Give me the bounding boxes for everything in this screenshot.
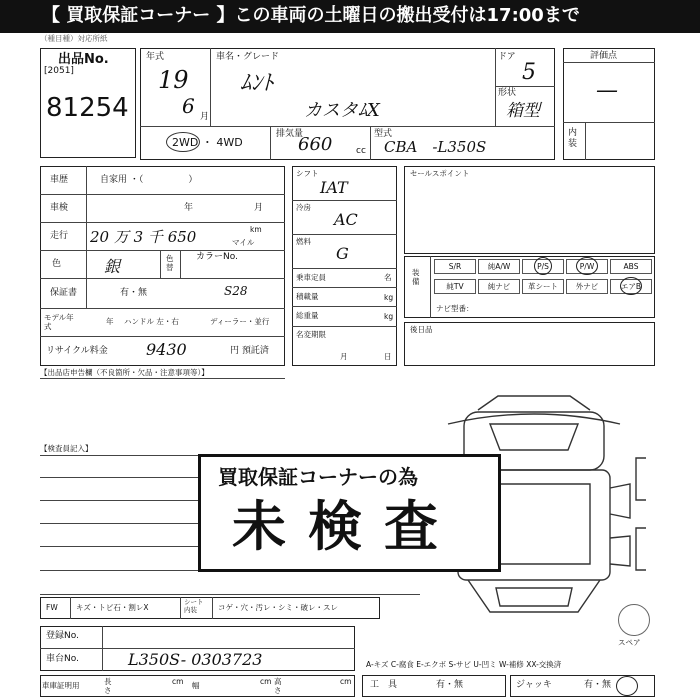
cert-height: 高さ	[274, 677, 282, 695]
equip-abs: ABS	[610, 259, 652, 274]
weight-label: 総重量	[296, 311, 319, 320]
recycle-value: 9430	[146, 340, 187, 359]
recycle-label: リサイクル料金	[46, 346, 108, 356]
cert-label: 車庫証明用	[42, 681, 80, 690]
reg-label: 登録No.	[46, 631, 79, 641]
tools-text: 有・無	[436, 680, 464, 690]
equip-sr: S/R	[434, 259, 476, 274]
displacement-value: 660	[298, 134, 333, 155]
fw-text: キズ・トビ石・割レX	[76, 603, 149, 612]
circle-ps	[534, 257, 552, 275]
fuel-value: G	[336, 244, 349, 263]
inspection-year: 年	[184, 203, 194, 213]
circle-airbag	[620, 277, 642, 295]
model-label: 型式	[374, 129, 393, 139]
shift-label: シフト	[296, 169, 319, 178]
after-box	[404, 322, 655, 366]
month-unit: 月	[200, 112, 210, 122]
recycle-unit: 円 預託済	[230, 346, 269, 356]
lot-number: 81254	[46, 93, 129, 123]
banner-text: 【 買取保証コーナー 】この車両の土曜日の搬出受付は17:00まで	[42, 5, 580, 26]
equip-tv: 純TV	[434, 279, 476, 294]
inspection-month: 月	[254, 203, 264, 213]
fw-label: FW	[46, 603, 58, 612]
cert-cm2: cm	[260, 677, 272, 686]
model-year-year: 年	[106, 317, 114, 326]
after-label: 後日品	[410, 325, 433, 334]
mileage-value: 20 万 3 千 650	[90, 228, 197, 246]
color-label: 色	[52, 259, 62, 269]
capacity-label: 乗車定員	[296, 273, 326, 282]
equip-ps: P/S	[522, 259, 564, 274]
cert-cm1: cm	[172, 677, 184, 686]
navi-label: ナビ型番：	[436, 304, 474, 313]
model-value: CBA -L350S	[384, 138, 487, 156]
equip-leather: 革シート	[522, 279, 564, 294]
seat-text: コゲ・穴・汚レ・シミ・破レ・スレ	[218, 603, 338, 612]
name-change-label: 名変期限	[296, 330, 326, 339]
exhibitor-label: 【出品店申告欄（不良箇所・欠品・注意事項等）】	[40, 368, 209, 377]
circle-pw	[576, 257, 598, 275]
model-year-dealer: ディーラー・並行	[210, 317, 270, 326]
doors-value: 5	[522, 60, 536, 85]
jack-circle	[616, 676, 638, 696]
model-year-label: モデル年式	[44, 313, 74, 331]
warranty-label: 保証書	[50, 288, 78, 298]
sales-box	[404, 166, 655, 254]
color-change: 色替	[166, 254, 174, 272]
fuel-label: 燃料	[296, 237, 311, 246]
warranty-text: 有・無	[120, 288, 148, 298]
load-label: 積載量	[296, 292, 319, 301]
cert-width: 幅	[192, 681, 200, 690]
sales-label: セールスポイント	[410, 169, 470, 178]
year-value: 19	[158, 66, 189, 94]
cc-unit: cc	[356, 146, 366, 156]
lot-tag: [2051]	[44, 66, 74, 76]
car-name: ﾑﾝﾄ	[240, 71, 274, 96]
name-change-day: 日	[384, 352, 392, 361]
equip-pw: P/W	[566, 259, 608, 274]
displacement-label: 排気量	[276, 129, 304, 139]
shift-value: IAT	[320, 178, 348, 197]
year-label: 年式	[146, 52, 165, 62]
shape-label: 形状	[498, 88, 517, 98]
drive-circle	[166, 132, 200, 152]
equip-navi: 純ナビ	[478, 279, 520, 294]
door-label: ドア	[498, 52, 516, 62]
cooling-label: 冷房	[296, 203, 311, 212]
equipment-label: 装備	[412, 268, 420, 286]
legend: A-キズ C-腐食 E-エクボ S-サビ U-凹ミ W-補修 XX-交換済	[366, 660, 562, 669]
spare-label: スペア	[618, 638, 641, 647]
month-value: 6	[182, 94, 195, 118]
cert-length: 長さ	[104, 677, 112, 695]
history-label: 車歴	[50, 175, 69, 185]
stamp-line1: 買取保証コーナーの為	[218, 465, 418, 489]
inspection-label: 車検	[50, 203, 69, 213]
color-value: 銀	[104, 257, 121, 276]
mileage-km: km	[250, 225, 262, 234]
drive-text: 2WD ・ 4WD	[172, 136, 243, 149]
capacity-unit: 名	[384, 273, 392, 282]
equip-ext-navi: 外ナビ	[566, 279, 608, 294]
jack-text: 有・無	[584, 680, 612, 690]
history-text: 自家用 ・（ ）	[100, 175, 198, 185]
name-label: 車名・グレード	[216, 52, 280, 62]
equip-airbag: エアB	[610, 279, 652, 294]
color-code-label: カラーNo.	[196, 252, 238, 262]
header-note: （種目種）対応所紙	[40, 34, 108, 43]
name-change-month: 月	[340, 352, 348, 361]
grade-value: カスタﾑX	[304, 100, 380, 121]
score-label: 評価点	[590, 51, 618, 61]
model-year-handle: ハンドル 左・右	[124, 317, 179, 326]
stamp-line2: 未検査	[232, 495, 460, 558]
load-unit: kg	[384, 293, 394, 302]
spare-circle	[618, 604, 650, 636]
chassis-value: L350S- 0303723	[128, 650, 263, 669]
mileage-mile: マイル	[232, 238, 255, 247]
inspector-label: 【検査員記入】	[40, 444, 93, 453]
lot-label: 出品No.	[58, 52, 109, 67]
equip-aw: 純A/W	[478, 259, 520, 274]
tools-label: 工 具	[370, 680, 398, 690]
interior-label: 内 装	[568, 128, 578, 149]
jack-label: ジャッキ	[516, 680, 552, 690]
seat-label: シート内装	[184, 598, 204, 614]
shape-value: 箱型	[506, 101, 540, 121]
color-code-value: S28	[224, 284, 248, 298]
mileage-label: 走行	[50, 231, 69, 241]
cert-cm3: cm	[340, 677, 352, 686]
weight-unit: kg	[384, 312, 394, 321]
score-value: —	[596, 78, 618, 103]
chassis-label: 車台No.	[46, 654, 79, 664]
cooling-value: AC	[334, 210, 358, 229]
